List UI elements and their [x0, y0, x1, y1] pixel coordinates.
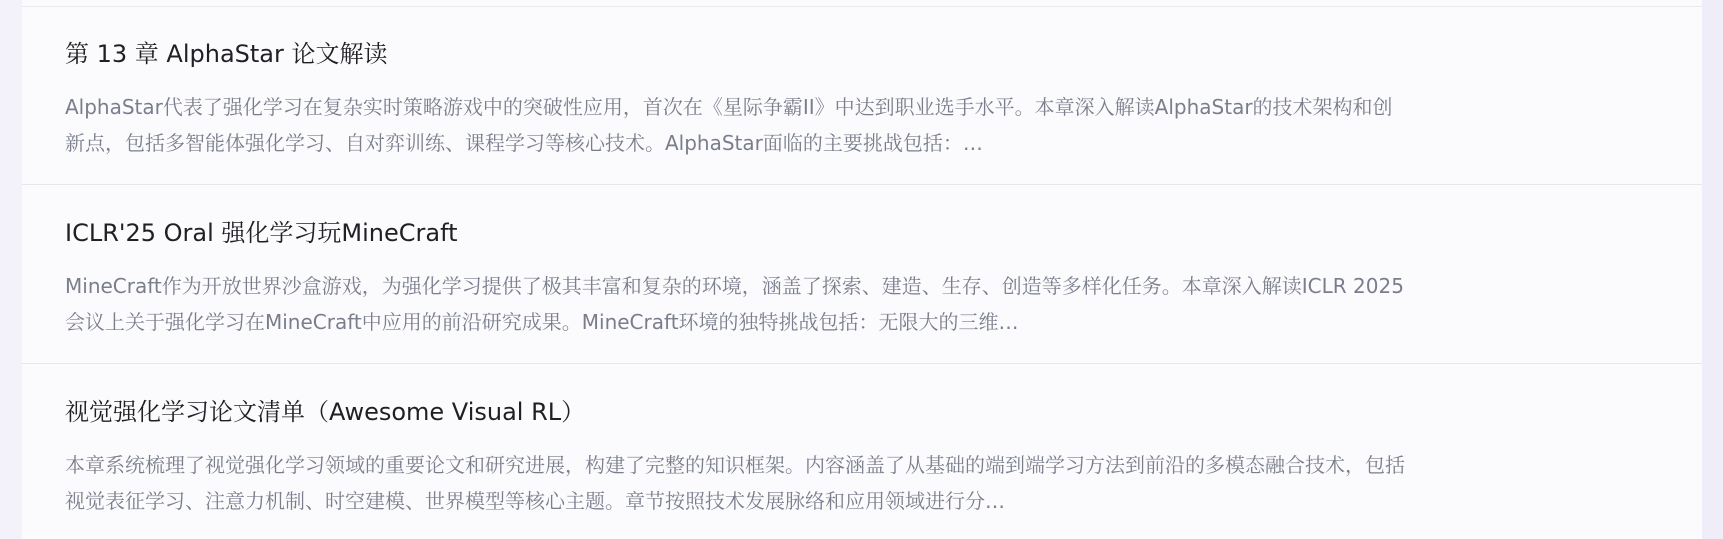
chapter-card-visual-rl[interactable]: [22, 365, 1702, 539]
chapter-description: 本章系统梳理了视觉强化学习领域的重要论文和研究进展，构建了完整的知识框架。内容涵盖了从基础的端到端学习方法到前沿的多模态融合技术，包括视觉表征学习、注意力机制、时空建模、世界模型等核心主题。章节按照技术发展脉络和应用领域进行分…: [65, 453, 1405, 513]
left-gutter: [0, 0, 22, 539]
chapter-description: AlphaStar代表了强化学习在复杂实时策略游戏中的突破性应用，首次在《星际争霸II》中达到职业选手水平。本章深入解读AlphaStar的技术架构和创新点，包括多智能体强化学习、自对弈训练、课程学习等核心技术。AlphaStar面临的主要挑战包括：…: [65, 95, 1393, 155]
chapter-title[interactable]: ICLR'25 Oral 强化学习玩MineCraft: [65, 219, 458, 247]
chapter-card-alphastar[interactable]: [22, 7, 1702, 185]
chapter-title[interactable]: 第 13 章 AlphaStar 论文解读: [65, 40, 388, 68]
chapter-title[interactable]: 视觉强化学习论文清单（Awesome Visual RL）: [65, 398, 586, 426]
chapter-card-minecraft[interactable]: [22, 186, 1702, 364]
chapter-description: MineCraft作为开放世界沙盒游戏，为强化学习提供了极其丰富和复杂的环境，涵盖了探索、建造、生存、创造等多样化任务。本章深入解读ICLR 2025会议上关于强化学习在MineCraft中应用的前沿研究成果。MineCraft环境的独特挑战包括：无限大的三维…: [65, 274, 1404, 334]
chapter-list: [22, 0, 1702, 539]
right-gutter: [1702, 0, 1723, 539]
